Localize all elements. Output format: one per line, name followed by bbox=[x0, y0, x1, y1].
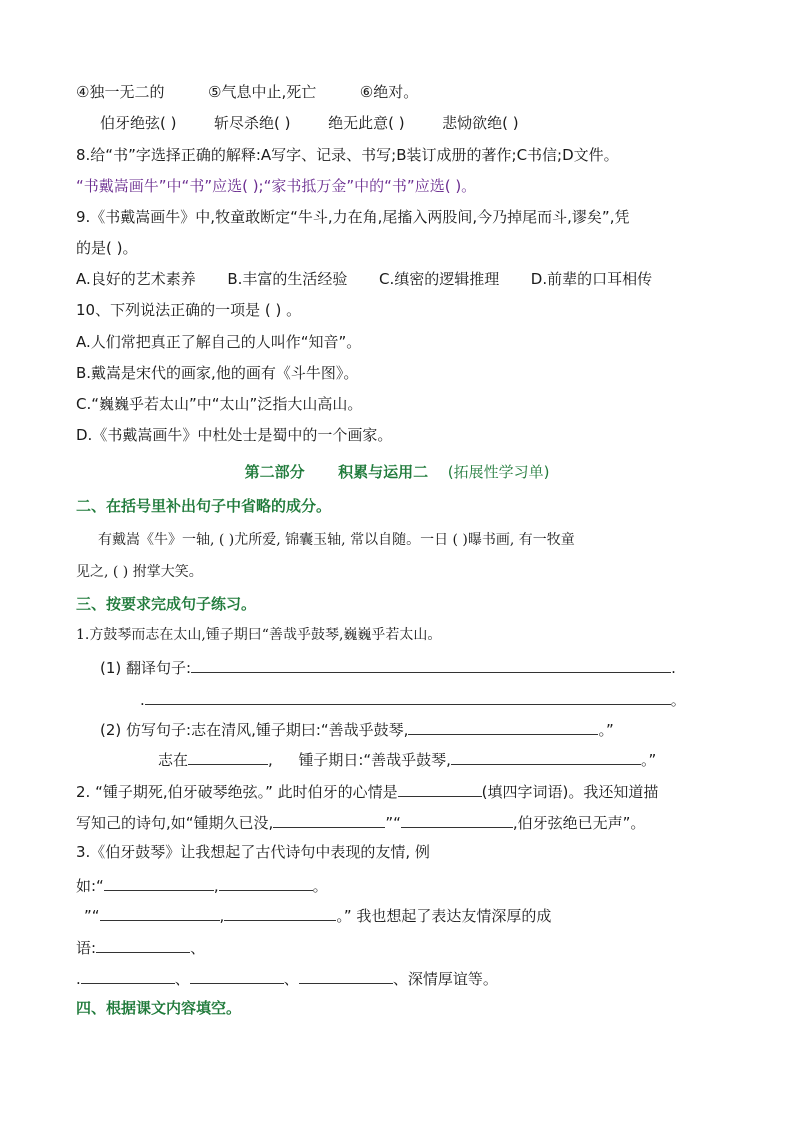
q3-blank-idiom-1[interactable] bbox=[96, 936, 190, 953]
imitate-blank-1[interactable] bbox=[408, 718, 598, 735]
s3-q3-line-4 bbox=[76, 936, 734, 958]
q3-d-end: 、深情厚谊等。 bbox=[392, 970, 498, 988]
imitate-end: 。” bbox=[598, 721, 614, 739]
q3-blank-idiom-4[interactable] bbox=[299, 967, 393, 984]
imitate-label: (2) 仿写句子:志在清风,锺子期曰:“善哉乎鼓琴, bbox=[100, 721, 409, 739]
section-2-line-1[interactable]: 有戴嵩《牛》一轴, ( )尤所爱, 锦囊玉轴, 常以自随。一日 ( )曝书画, 有一牧童 bbox=[98, 532, 575, 548]
translate-blank-2[interactable] bbox=[145, 688, 671, 705]
word-choice-2[interactable]: 斩尽杀绝( ) bbox=[214, 114, 291, 132]
q9-option-a[interactable]: A.良好的艺术素养 bbox=[76, 270, 196, 288]
question-8-answer[interactable]: “书戴嵩画牛”中“书”应选( );“家书抵万金”中的“书”应选( )。 bbox=[76, 177, 477, 195]
translate-blank-1[interactable] bbox=[191, 656, 671, 673]
question-9-cont[interactable]: 的是( )。 bbox=[76, 239, 138, 257]
q10-option-b[interactable]: B.戴嵩是宋代的画家,他的画有《斗牛图》。 bbox=[76, 364, 359, 382]
part-two-name: 积累与运用二 bbox=[338, 463, 429, 481]
translate-line2-dot: . bbox=[140, 691, 145, 709]
q2-blank-mood[interactable] bbox=[398, 780, 482, 797]
imitate-blank-3[interactable] bbox=[451, 748, 641, 765]
s3-question-2-cont bbox=[76, 811, 734, 833]
q3-blank-idiom-2[interactable] bbox=[81, 967, 175, 984]
imitate2-comma: , bbox=[268, 751, 273, 769]
q3-blank-2[interactable] bbox=[219, 874, 313, 891]
q3-blank-4[interactable] bbox=[224, 904, 336, 921]
s3-q3-line-5 bbox=[76, 967, 734, 989]
section-3-heading: 三、按要求完成句子练习。 bbox=[76, 595, 257, 613]
question-10[interactable]: 10、下列说法正确的一项是 ( ) 。 bbox=[76, 301, 302, 319]
part-two-title: 第二部分 bbox=[244, 463, 305, 481]
q3-a-end: 。 bbox=[312, 877, 328, 895]
translate-label: (1) 翻译句子: bbox=[100, 659, 192, 677]
q9-option-b[interactable]: B.丰富的生活经验 bbox=[227, 270, 348, 288]
question-9: 9.《书戴嵩画牛》中,牧童敢断定“牛斗,力在角,尾搐入两股间,今乃掉尾而斗,谬矣”,凭 bbox=[76, 208, 630, 226]
imitate2-label: 志在 bbox=[158, 751, 189, 769]
s3-question-3: 3.《伯牙鼓琴》让我想起了古代诗句中表现的友情, 例 bbox=[76, 843, 430, 861]
q3-a-start: 如:“ bbox=[76, 877, 104, 895]
q3-c-start: 语: bbox=[76, 939, 97, 957]
imitate2-text: 锺子期日:“善哉乎鼓琴, bbox=[298, 751, 451, 769]
s3-question-1: 1.方鼓琴而志在太山,锺子期曰“善哉乎鼓琴,巍巍乎若太山。 bbox=[76, 627, 442, 643]
meaning-options-line bbox=[76, 82, 734, 102]
s3-q1-translate bbox=[100, 656, 734, 678]
q2-cont-c: ,伯牙弦绝已无声”。 bbox=[512, 814, 646, 832]
part-two-header bbox=[0, 462, 794, 482]
q3-blank-1[interactable] bbox=[104, 874, 214, 891]
q3-d-start: . bbox=[76, 970, 81, 988]
q3-b-end: 。” 我也想起了表达友情深厚的成 bbox=[336, 907, 552, 925]
q10-option-d[interactable]: D.《书戴嵩画牛》中杜处士是蜀中的一个画家。 bbox=[76, 426, 393, 444]
section-4-heading: 四、根据课文内容填空。 bbox=[76, 999, 242, 1017]
part-two-subtitle: (拓展性学习单) bbox=[447, 463, 550, 481]
q10-option-c[interactable]: C.“巍巍乎若太山”中“太山”泛指大山高山。 bbox=[76, 395, 363, 413]
translate-end-dot: . bbox=[671, 659, 676, 677]
q3-a-comma: , bbox=[213, 877, 219, 895]
q3-blank-3[interactable] bbox=[100, 904, 220, 921]
imitate-blank-2[interactable] bbox=[188, 748, 268, 765]
q3-c-sep: 、 bbox=[190, 939, 206, 957]
meaning-option-4: ④独一无二的 bbox=[76, 83, 165, 101]
question-8: 8.给“书”字选择正确的解释:A写字、记录、书写;B装订成册的著作;C书信;D文件。 bbox=[76, 146, 619, 164]
translate-line2-end: 。 bbox=[670, 691, 686, 709]
q9-option-d[interactable]: D.前辈的口耳相传 bbox=[530, 270, 653, 288]
q2-blank-poem-2[interactable] bbox=[401, 811, 513, 828]
imitate2-end: 。” bbox=[640, 751, 657, 769]
q9-option-c[interactable]: C.缜密的逻辑推理 bbox=[378, 270, 500, 288]
section-2-line-2[interactable]: 见之, ( ) 拊掌大笑。 bbox=[76, 564, 203, 580]
question-9-options bbox=[76, 269, 734, 289]
section-2-heading: 二、在括号里补出句子中省略的成分。 bbox=[76, 497, 332, 515]
q3-b-start: ”“ bbox=[84, 907, 100, 925]
word-choice-1[interactable]: 伯牙绝弦( ) bbox=[100, 114, 177, 132]
s3-q1-translate-line2 bbox=[140, 688, 734, 710]
s3-q3-line-3 bbox=[84, 904, 734, 926]
meaning-option-6: ⑥绝对。 bbox=[359, 83, 419, 101]
word-choice-line bbox=[100, 113, 734, 133]
q2-text-b: (填四字词语)。我还知道描 bbox=[481, 783, 659, 801]
q3-blank-idiom-3[interactable] bbox=[190, 967, 284, 984]
s3-q1-imitate-line2 bbox=[158, 748, 734, 770]
q3-d-sep-2: 、 bbox=[283, 970, 299, 988]
s3-question-2 bbox=[76, 780, 734, 802]
q10-option-a[interactable]: A.人们常把真正了解自己的人叫作“知音”。 bbox=[76, 333, 362, 351]
q3-d-sep-1: 、 bbox=[174, 970, 190, 988]
meaning-option-5: ⑤气息中止,死亡 bbox=[208, 83, 317, 101]
q2-blank-poem-1[interactable] bbox=[273, 811, 385, 828]
q3-b-comma: , bbox=[219, 907, 225, 925]
q2-text-a: 2. “锺子期死,伯牙破琴绝弦。” 此时伯牙的心情是 bbox=[76, 783, 398, 801]
word-choice-3[interactable]: 绝无此意( ) bbox=[328, 114, 405, 132]
q2-cont-a: 写知己的诗句,如“锺期久已没, bbox=[76, 814, 274, 832]
word-choice-4[interactable]: 悲恸欲绝( ) bbox=[442, 114, 519, 132]
s3-q3-line-2 bbox=[76, 874, 734, 896]
q2-cont-b: ”“ bbox=[385, 814, 401, 832]
s3-q1-imitate bbox=[100, 718, 734, 740]
